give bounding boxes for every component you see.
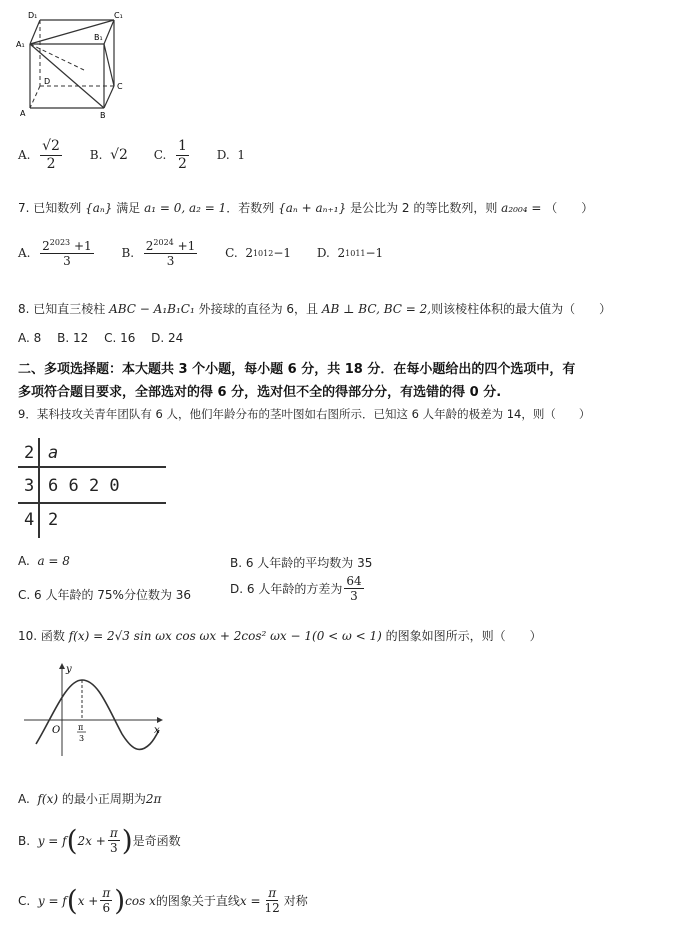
option-expr: f(x)	[37, 792, 59, 806]
stem-row-1-stem: 2	[24, 443, 35, 463]
option-value: 2π	[145, 792, 162, 806]
option-letter: D.	[216, 148, 230, 163]
option-value: √2	[110, 147, 128, 164]
section-2-heading-line2: 多项符合题目要求，全部选对的得 6 分，选对但不全的得部分分，有选错的得 0 分.	[18, 385, 502, 400]
cube-label-B1: B₁	[94, 33, 103, 42]
origin-label: O	[52, 725, 61, 736]
numerator-tail: +1	[70, 239, 92, 253]
power-exponent: 1012	[252, 248, 274, 258]
q10-option-b[interactable]	[18, 823, 181, 857]
row-divider-2	[18, 502, 166, 504]
power-base: 2	[42, 239, 50, 253]
option-letter: A.	[18, 246, 31, 261]
q10-function: f(x) = 2√3 sin ωx cos ωx + 2cos² ωx − 1(0 < ω < 1)	[68, 629, 382, 643]
function-graph	[22, 658, 167, 758]
q6-options	[18, 138, 267, 173]
stem-row-2-stem: 3	[24, 476, 35, 496]
q8-option-a[interactable]: A. 8	[18, 331, 42, 345]
q7-options	[18, 238, 405, 269]
q7-option-d[interactable]	[317, 246, 383, 260]
numerator-tail: +1	[173, 239, 196, 253]
q7-stem	[18, 199, 593, 216]
cube-label-A1: A₁	[16, 40, 25, 49]
power-base: 2	[145, 239, 154, 253]
option-value: a = 8	[37, 554, 70, 568]
q8-option-c[interactable]: C. 16	[104, 331, 136, 345]
option-letter: A.	[18, 792, 30, 806]
q7-stem-text: 是公比为 2 的等比数列，则	[350, 201, 498, 215]
q10-option-c[interactable]	[18, 883, 308, 917]
inner-expr: 2x +	[77, 833, 106, 848]
q8-condition: AB ⊥ BC, BC = 2,	[321, 302, 432, 316]
fraction-denominator: 3	[350, 589, 358, 604]
power-exponent: 2024	[153, 238, 174, 247]
cube-label-B: B	[100, 111, 106, 120]
q10-stem-end: 的图象如图所示，则（ ）	[385, 629, 542, 643]
option-letter: B.	[18, 833, 31, 848]
stem-row-3-leaves: 2	[48, 510, 59, 530]
stem-divider	[38, 438, 40, 538]
option-text: 是奇函数	[132, 834, 181, 849]
option-letter: C.	[153, 148, 167, 163]
option-text: 的图象关于直线	[155, 894, 240, 909]
q6-option-b[interactable]	[90, 147, 128, 163]
fraction-numerator: 1	[177, 138, 187, 154]
q8-option-d[interactable]: D. 24	[151, 331, 184, 345]
q7-target: a₂₀₀₄ =	[501, 201, 542, 215]
power-exponent: 1011	[345, 248, 366, 258]
q8-options	[18, 331, 183, 345]
q9-stem: 9．某科技攻关青年团队有 6 人，他们年龄分布的茎叶图如右图所示．已知这 6 人年龄的极差为 14，则（ ）	[18, 407, 591, 421]
sine-curve	[36, 680, 159, 749]
right-paren: )	[114, 883, 126, 917]
q6-option-c[interactable]	[154, 138, 191, 173]
fraction-denominator: 3	[109, 841, 118, 856]
line-expr: x =	[239, 893, 261, 908]
fraction-numerator: π	[109, 826, 118, 840]
q7-sequence-2: {aₙ + aₙ₊₁}	[278, 201, 347, 215]
option-lhs: y = f	[37, 893, 67, 908]
right-paren: )	[121, 823, 133, 857]
tick-numerator: π	[78, 723, 84, 732]
option-letter: B.	[121, 246, 135, 261]
power-base: 2	[337, 246, 346, 261]
power-base: 2	[245, 246, 253, 261]
cube-figure	[14, 10, 134, 122]
row-divider-1	[18, 466, 166, 468]
power-exponent: 2023	[49, 238, 71, 247]
cube-label-D: D	[44, 77, 51, 86]
cube-label-C1: C₁	[114, 11, 123, 20]
option-text: D. 6 人年龄的方差为	[230, 582, 343, 597]
stem-row-2-leaves: 6 6 2 0	[48, 476, 120, 496]
q7-stem-text: 满足	[116, 201, 141, 215]
q8-stem-prefix: 8. 已知直三棱柱	[18, 302, 106, 316]
option-text: 对称	[283, 894, 308, 909]
q7-stem-prefix: 7. 已知数列	[18, 201, 82, 215]
fraction-denominator: 3	[63, 254, 71, 269]
option-letter: C.	[225, 246, 238, 261]
q10-stem-prefix: 10. 函数	[18, 629, 65, 643]
q7-option-a[interactable]	[18, 238, 96, 269]
stem-row-1-leaves: a	[48, 443, 59, 463]
power-tail: −1	[365, 246, 384, 261]
stem-row-3-stem: 4	[24, 510, 35, 530]
q6-option-d[interactable]	[217, 148, 245, 162]
q9-option-c[interactable]: C. 6 人年龄的 75%分位数为 36	[18, 588, 192, 602]
inner-expr: x +	[77, 893, 99, 908]
cube-label-C: C	[117, 82, 123, 91]
q7-condition: a₁ = 0, a₂ = 1	[144, 201, 227, 215]
cube-label-A: A	[20, 109, 26, 118]
fraction-numerator: 64	[346, 574, 362, 588]
fraction-denominator: 2	[177, 155, 187, 172]
q6-option-a[interactable]	[18, 138, 64, 173]
q7-option-c[interactable]	[225, 246, 291, 260]
q7-stem-text: ．若数列	[226, 201, 275, 215]
x-axis-label: x	[154, 725, 160, 736]
q8-stem	[18, 300, 611, 317]
y-axis-label: y	[66, 664, 72, 675]
option-letter: A.	[18, 148, 31, 163]
q8-stem-text: 外接球的直径为 6，且	[198, 302, 319, 316]
left-paren: (	[66, 823, 78, 857]
tick-denominator: 3	[79, 734, 85, 743]
option-letter: C.	[18, 893, 31, 908]
q7-option-b[interactable]	[121, 238, 199, 269]
option-value: 1	[237, 148, 245, 163]
section-2-heading-line1: 二、多项选择题：本大题共 3 个小题，每小题 6 分，共 18 分．在每小题给出的四个选项中，有	[18, 362, 576, 377]
fraction-numerator: √2	[42, 138, 60, 154]
fraction-denominator: 6	[102, 901, 111, 916]
option-letter: D.	[316, 246, 330, 261]
fraction-numerator: π	[268, 886, 277, 900]
q8-prism: ABC − A₁B₁C₁	[109, 302, 195, 316]
q8-stem-end: 则该棱柱体积的最大值为（ ）	[431, 302, 612, 316]
q10-option-a[interactable]	[18, 790, 161, 807]
fraction-denominator: 2	[46, 155, 56, 172]
power-tail: −1	[273, 246, 292, 261]
q8-option-b[interactable]: B. 12	[57, 331, 89, 345]
fraction-denominator: 3	[166, 254, 175, 269]
q7-stem-end: （ ）	[545, 201, 594, 215]
option-letter: A.	[18, 554, 30, 568]
fraction-denominator: 12	[264, 901, 280, 916]
left-paren: (	[66, 883, 78, 917]
option-letter: B.	[89, 148, 103, 163]
stem-leaf-plot	[18, 438, 168, 544]
q9-option-a[interactable]	[18, 554, 70, 568]
q10-stem	[18, 627, 542, 644]
option-lhs: y = f	[37, 833, 67, 848]
fraction-numerator: π	[102, 886, 111, 900]
q9-option-d[interactable]	[230, 574, 366, 604]
q9-option-b[interactable]: B. 6 人年龄的平均数为 35	[230, 556, 373, 570]
q7-sequence: {aₙ}	[85, 201, 113, 215]
cube-label-D1: D₁	[28, 11, 38, 20]
option-text: 的最小正周期为	[61, 792, 146, 806]
cos-term: cos x	[125, 893, 156, 908]
